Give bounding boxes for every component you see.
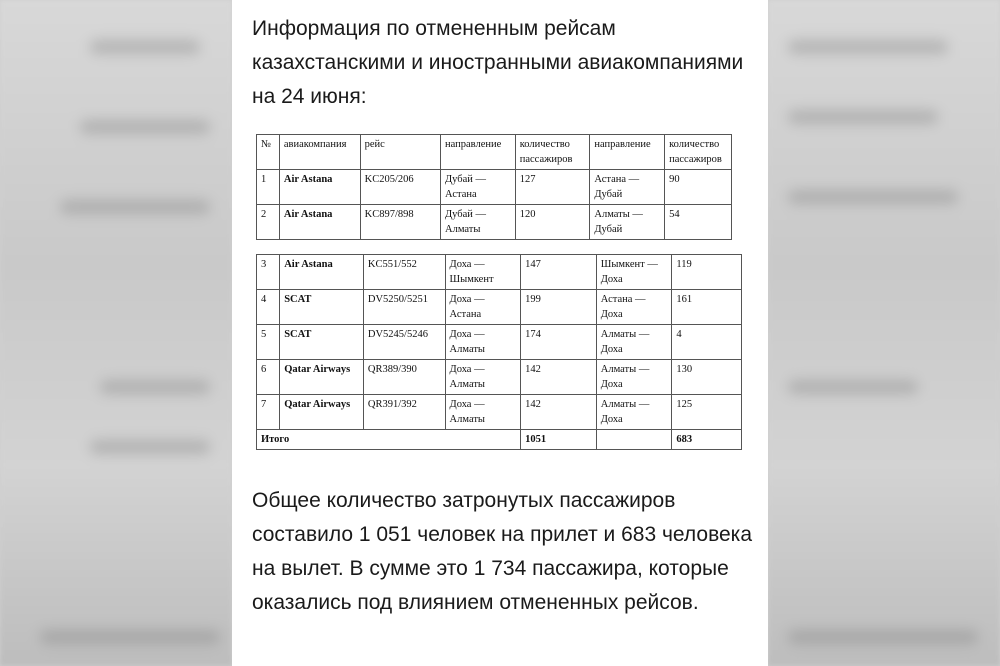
row-number: 5 (257, 325, 280, 360)
table-row (257, 290, 742, 325)
table-header-row (257, 135, 732, 170)
total-empty-cell (596, 430, 672, 450)
header-flight: рейс (360, 135, 440, 170)
row-arrival-pax: 142 (521, 395, 597, 430)
row-flight: DV5245/5246 (363, 325, 445, 360)
header-arrival-route: направление (441, 135, 516, 170)
row-airline: Air Astana (280, 255, 364, 290)
header-departure-pax: количество пассажиров (665, 135, 732, 170)
row-airline: Qatar Airways (280, 360, 364, 395)
row-airline: Air Astana (279, 170, 360, 205)
row-arrival-route: Доха — Алматы (445, 360, 521, 395)
backdrop-blur-line (788, 190, 958, 204)
header-airline: авиакомпания (279, 135, 360, 170)
row-number: 4 (257, 290, 280, 325)
table-row (257, 360, 742, 395)
flights-table-part-1 (256, 134, 732, 240)
row-departure-pax: 130 (672, 360, 742, 395)
table-row (257, 170, 732, 205)
row-airline: SCAT (280, 325, 364, 360)
backdrop-blur-line (40, 630, 220, 644)
row-arrival-pax: 127 (515, 170, 590, 205)
row-arrival-pax: 142 (521, 360, 597, 395)
row-flight: QR389/390 (363, 360, 445, 395)
backdrop-blur-line (788, 380, 918, 394)
row-departure-pax: 161 (672, 290, 742, 325)
backdrop-blur-line (788, 110, 938, 124)
header-number: № (257, 135, 280, 170)
row-departure-pax: 119 (672, 255, 742, 290)
row-airline: Qatar Airways (280, 395, 364, 430)
row-arrival-route: Доха — Астана (445, 290, 521, 325)
row-departure-route: Астана — Дубай (590, 170, 665, 205)
backdrop-blur-line (788, 630, 978, 644)
article-card (232, 0, 768, 666)
row-airline: Air Astana (279, 205, 360, 240)
row-flight: DV5250/5251 (363, 290, 445, 325)
row-number: 3 (257, 255, 280, 290)
backdrop-blur-line (100, 380, 210, 394)
row-departure-route: Алматы — Доха (596, 360, 672, 395)
row-departure-route: Алматы — Доха (596, 325, 672, 360)
row-number: 2 (257, 205, 280, 240)
row-arrival-pax: 147 (521, 255, 597, 290)
row-number: 1 (257, 170, 280, 205)
row-arrival-pax: 120 (515, 205, 590, 240)
row-arrival-pax: 174 (521, 325, 597, 360)
flights-table-part-2 (256, 254, 742, 450)
table-row (257, 255, 742, 290)
row-arrival-route: Дубай — Астана (441, 170, 516, 205)
row-flight: KC897/898 (360, 205, 440, 240)
backdrop-blur-line (60, 200, 210, 214)
row-flight: KC551/552 (363, 255, 445, 290)
total-departure-pax: 683 (672, 430, 742, 450)
row-departure-route: Алматы — Дубай (590, 205, 665, 240)
row-arrival-route: Доха — Алматы (445, 395, 521, 430)
row-arrival-route: Дубай — Алматы (441, 205, 516, 240)
table-total-row (257, 430, 742, 450)
row-flight: QR391/392 (363, 395, 445, 430)
row-departure-route: Алматы — Доха (596, 395, 672, 430)
total-arrival-pax: 1051 (521, 430, 597, 450)
total-label: Итого (257, 430, 521, 450)
backdrop-blur-line (90, 40, 200, 54)
row-number: 7 (257, 395, 280, 430)
row-departure-route: Шымкент — Доха (596, 255, 672, 290)
table-row (257, 395, 742, 430)
summary-paragraph: Общее количество затронутых пассажиров составило 1 051 человек на прилет и 683 человека на вылет. В сумме это 1 734 пассажира, которые оказались под влиянием отмененных рейсов. (252, 489, 753, 614)
table-row (257, 325, 742, 360)
backdrop-right (768, 0, 1000, 666)
backdrop-left (0, 0, 232, 666)
row-airline: SCAT (280, 290, 364, 325)
backdrop-blur-line (80, 120, 210, 134)
backdrop-blur-line (788, 40, 948, 54)
row-arrival-route: Доха — Алматы (445, 325, 521, 360)
header-departure-route: направление (590, 135, 665, 170)
table-row (257, 205, 732, 240)
row-flight: KC205/206 (360, 170, 440, 205)
row-departure-pax: 125 (672, 395, 742, 430)
row-number: 6 (257, 360, 280, 395)
row-departure-pax: 4 (672, 325, 742, 360)
intro-paragraph: Информация по отмененным рейсам казахстанскими и иностранными авиакомпаниями на 24 июня: (252, 17, 744, 108)
row-departure-pax: 54 (665, 205, 732, 240)
header-arrival-pax: количество пассажиров (515, 135, 590, 170)
row-arrival-pax: 199 (521, 290, 597, 325)
row-departure-pax: 90 (665, 170, 732, 205)
row-departure-route: Астана — Доха (596, 290, 672, 325)
backdrop-blur-line (90, 440, 210, 454)
row-arrival-route: Доха — Шымкент (445, 255, 521, 290)
